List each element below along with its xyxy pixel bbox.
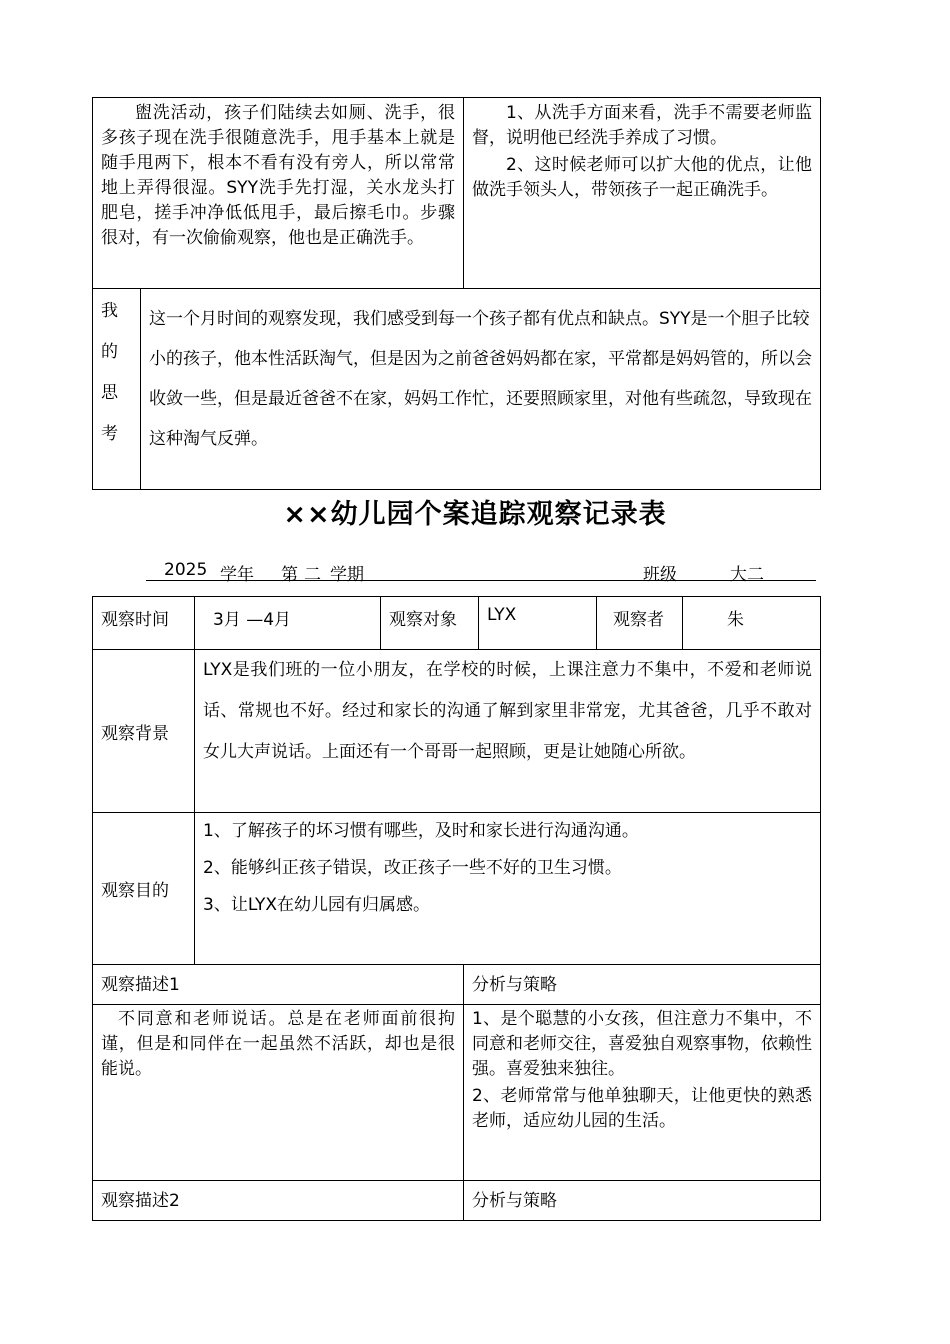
subject-label: 观察对象	[381, 597, 479, 650]
record-header-table	[92, 596, 821, 650]
term-number: 二	[304, 565, 321, 585]
reflection-label-cell	[93, 289, 141, 490]
description-1-label: 观察描述1	[93, 965, 464, 1005]
term-label: 学期	[330, 565, 364, 585]
observer-value: 朱	[683, 597, 821, 650]
analysis-2-label: 分析与策略	[464, 1181, 821, 1221]
class-value: 大二	[730, 565, 764, 585]
top-observation-table	[92, 97, 821, 490]
purpose-label: 观察目的	[93, 813, 195, 965]
page-title: ××幼儿园个案追踪观察记录表	[283, 499, 667, 530]
class-label: 班级	[643, 565, 677, 585]
time-label: 观察时间	[93, 597, 195, 650]
purpose-cell	[195, 813, 821, 965]
analysis-1-label: 分析与策略	[464, 965, 821, 1005]
purpose-item: 1、了解孩子的坏习惯有哪些，及时和家长进行沟通沟通。	[203, 821, 639, 841]
reflection-label-char: 我	[101, 301, 118, 321]
time-value: 3月 —4月	[195, 597, 381, 650]
reflection-label-char: 思	[101, 383, 118, 403]
top-analysis-point-1: 1、从洗手方面来看，洗手不需要老师监督，说明他已经洗手养成了习惯。	[472, 103, 812, 148]
background-label: 观察背景	[93, 650, 195, 813]
top-analysis-point-2: 2、这时候老师可以扩大他的优点，让他做洗手领头人，带领孩子一起正确洗手。	[472, 155, 812, 200]
purpose-item: 2、能够纠正孩子错误，改正孩子一些不好的卫生习惯。	[203, 858, 622, 878]
meta-underline	[146, 580, 816, 581]
analysis-1-cell	[464, 1005, 821, 1181]
record-body-table	[92, 649, 821, 965]
background-cell	[195, 650, 821, 813]
purpose-list	[195, 813, 820, 924]
purpose-item: 3、让LYX在幼儿园有归属感。	[203, 895, 431, 915]
description-1-cell	[93, 1005, 464, 1181]
school-year-label: 学年	[220, 565, 254, 585]
analysis-1-point-1: 1、是个聪慧的小女孩，但注意力不集中，不同意和老师交往，喜爱独自观察事物，依赖性强。喜爱独来独往。	[472, 1009, 812, 1079]
reflection-label	[93, 289, 140, 455]
reflection-label-char: 考	[101, 424, 118, 444]
background-text: LYX是我们班的一位小朋友，在学校的时候，上课注意力不集中，不爱和老师说话、常规也不好。经过和家长的沟通了解到家里非常宠，尤其爸爸，几乎不敢对女儿大声说话。上面还有一个哥哥一起照顾，更是让她随心所欲。	[203, 660, 812, 762]
description-1-text: 不同意和老师说话。总是在老师面前很拘谨，但是和同伴在一起虽然不活跃，却也是很能说。	[101, 1009, 455, 1079]
top-description-text: 盥洗活动，孩子们陆续去如厕、洗手，很多孩子现在洗手很随意洗手，甩手基本上就是随手甩两下，根本不看有没有旁人，所以常常地上弄得很湿。SYY洗手先打湿，关水龙头打肥皂，搓手冲净低低甩手，最后擦毛巾。步骤很对，有一次偷偷观察，他也是正确洗手。	[101, 103, 455, 248]
reflection-text-cell	[141, 289, 821, 490]
observer-label: 观察者	[597, 597, 683, 650]
top-description-cell	[93, 98, 464, 289]
term-prefix: 第	[281, 565, 298, 585]
school-year: 2025	[164, 560, 208, 580]
description-analysis-table	[92, 964, 821, 1221]
description-2-label: 观察描述2	[93, 1181, 464, 1221]
reflection-text: 这一个月时间的观察发现，我们感受到每一个孩子都有优点和缺点。SYY是一个胆子比较小的孩子，他本性活跃淘气，但是因为之前爸爸妈妈都在家，平常都是妈妈管的，所以会收敛一些，但是最近爸爸不在家，妈妈工作忙，还要照顾家里，对他有些疏忽，导致现在这种淘气反弹。	[149, 309, 812, 449]
analysis-1-point-2: 2、老师常常与他单独聊天，让他更快的熟悉老师，适应幼儿园的生活。	[472, 1086, 812, 1131]
subject-value: LYX	[479, 597, 597, 650]
top-analysis-cell	[464, 98, 821, 289]
reflection-label-char: 的	[101, 342, 118, 362]
